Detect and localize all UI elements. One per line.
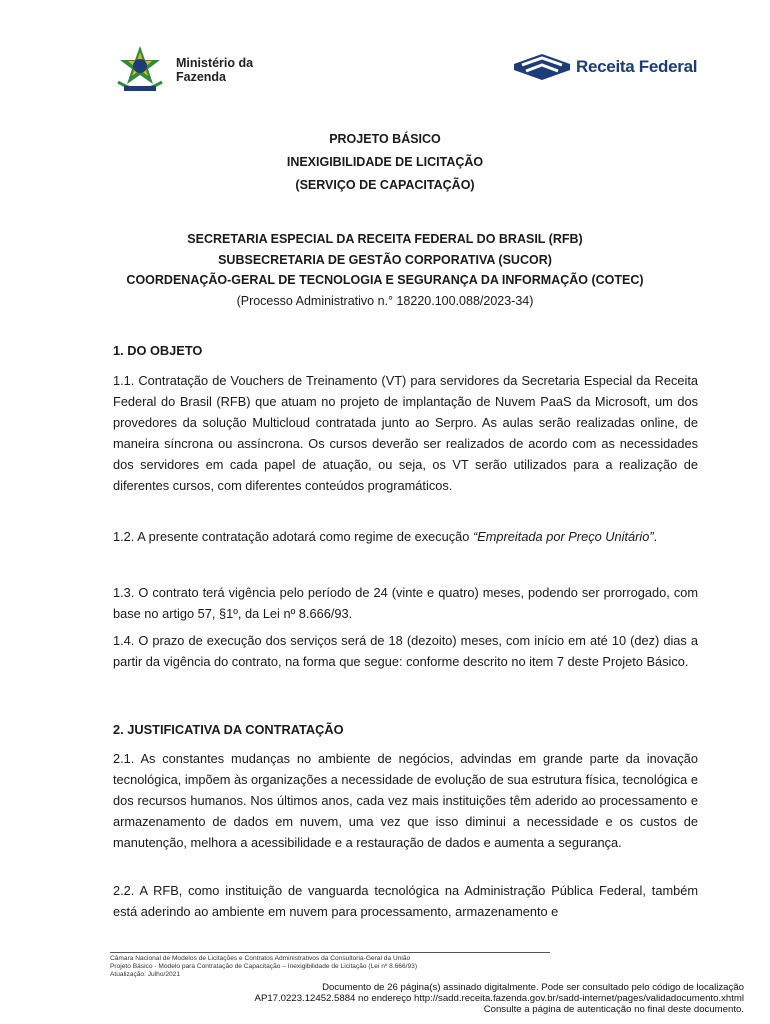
- title-line1: PROJETO BÁSICO: [329, 132, 441, 146]
- org-line2: SUBSECRETARIA DE GESTÃO CORPORATIVA (SUCOR): [218, 252, 552, 267]
- rfb-logo: [512, 50, 697, 84]
- paragraph-2-1: 2.1. As constantes mudanças no ambiente de negócios, advindas em grande parte da inovação tecnológica, impõem às organizações a necessidade de evolução de sua estrutura física, tecnológica e dos recursos humanos. Nos últimos anos, cada vez mais instituições têm aderido ao processamento e armazenamento de dados em nuvem, uma vez que isso diminui a necessidade e os custos de manutenção, melhora a acessibilidade e a restauração de dados e aumenta a segurança.: [113, 751, 698, 850]
- coat-of-arms-icon: [112, 44, 168, 96]
- document-title: [0, 128, 770, 197]
- paragraph-2-2: 2.2. A RFB, como instituição de vanguarda tecnológica na Administração Pública Federal, também está aderindo ao ambiente em nuvem para processamento, armazenamento e: [113, 883, 698, 919]
- paragraph-1-1: 1.1. Contratação de Vouchers de Treinamento (VT) para servidores da Secretaria Especial da Receita Federal do Brasil (RFB) que atuam no projeto de implantação de Nuvem PaaS da Microsoft, um dos provedores da solução Multicloud contratada junto ao Serpro. As aulas serão realizadas online, de maneira síncrona ou assíncrona. Os cursos deverão ser realizados de acordo com as necessidades dos servidores em cada papel de atuação, ou seja, os VT serão utilizados para a realização de diferentes cursos, com diferentes conteúdos programáticos.: [113, 373, 698, 493]
- ministry-name: [176, 56, 253, 84]
- process-number: (Processo Administrativo n.° 18220.100.088/2023-34): [236, 293, 534, 308]
- title-line3: (SERVIÇO DE CAPACITAÇÃO): [295, 178, 475, 192]
- footnotes: [110, 955, 417, 980]
- auth-line1: Documento de 26 página(s) assinado digitalmente. Pode ser consultado pelo código de localização: [322, 982, 744, 993]
- ministry-line2: Fazenda: [176, 70, 227, 84]
- paragraph-1-3: 1.3. O contrato terá vigência pelo período de 24 (vinte e quatro) meses, podendo ser prorrogado, com base no artigo 57, §1º, da Lei nº 8.666/93.: [113, 585, 698, 621]
- p12-prefix: 1.2. A presente contratação adotará como regime de execução: [113, 529, 473, 544]
- footnote-2: Projeto Básico - Modelo para Contratação de Capacitação – Inexigibilidade de Licitação (Lei nº 8.666/93): [110, 963, 418, 971]
- paragraph-1-2: [113, 526, 698, 547]
- ministry-logo: [112, 44, 253, 96]
- ministry-line1: Ministério da: [176, 56, 254, 70]
- organization-block: [0, 229, 770, 311]
- rfb-name: Receita Federal: [576, 57, 698, 76]
- title-line2: INEXIGIBILIDADE DE LICITAÇÃO: [286, 155, 484, 169]
- section1-heading: 1. DO OBJETO: [113, 343, 203, 358]
- auth-line2: AP17.0223.12452.5884 no endereço http://sadd.receita.fazenda.gov.br/sadd-internet/pages/validadocumento.xhtml: [254, 993, 744, 1004]
- org-line3: COORDENAÇÃO-GERAL DE TECNOLOGIA E SEGURANÇA DA INFORMAÇÃO (COTEC): [126, 273, 644, 287]
- footnote-divider: [110, 952, 550, 953]
- p12-suffix: .: [653, 529, 658, 544]
- footnote-1: Câmara Nacional de Modelos de Licitações e Contratos Administrativos da Consultoria-Geral da União: [110, 955, 411, 962]
- paragraph-1-4: 1.4. O prazo de execução dos serviços será de 18 (dezoito) meses, com início em até 10 (dez) dias a partir da vigência do contrato, na forma que segue: conforme descrito no item 7 deste Projeto Básico.: [113, 633, 698, 669]
- org-line1: SECRETARIA ESPECIAL DA RECEITA FEDERAL DO BRASIL (RFB): [187, 232, 583, 246]
- authentication-notice: [255, 982, 744, 1015]
- page-header: [0, 38, 770, 108]
- auth-line3: Consulte a página de autenticação no final deste documento.: [483, 1004, 744, 1015]
- rfb-emblem-icon: [512, 50, 572, 84]
- p12-italic: “Empreitada por Preço Unitário”: [472, 529, 654, 544]
- footnote-3: Atualização: Julho/2021: [110, 971, 181, 979]
- section2-heading: 2. JUSTIFICATIVA DA CONTRATAÇÃO: [113, 722, 344, 737]
